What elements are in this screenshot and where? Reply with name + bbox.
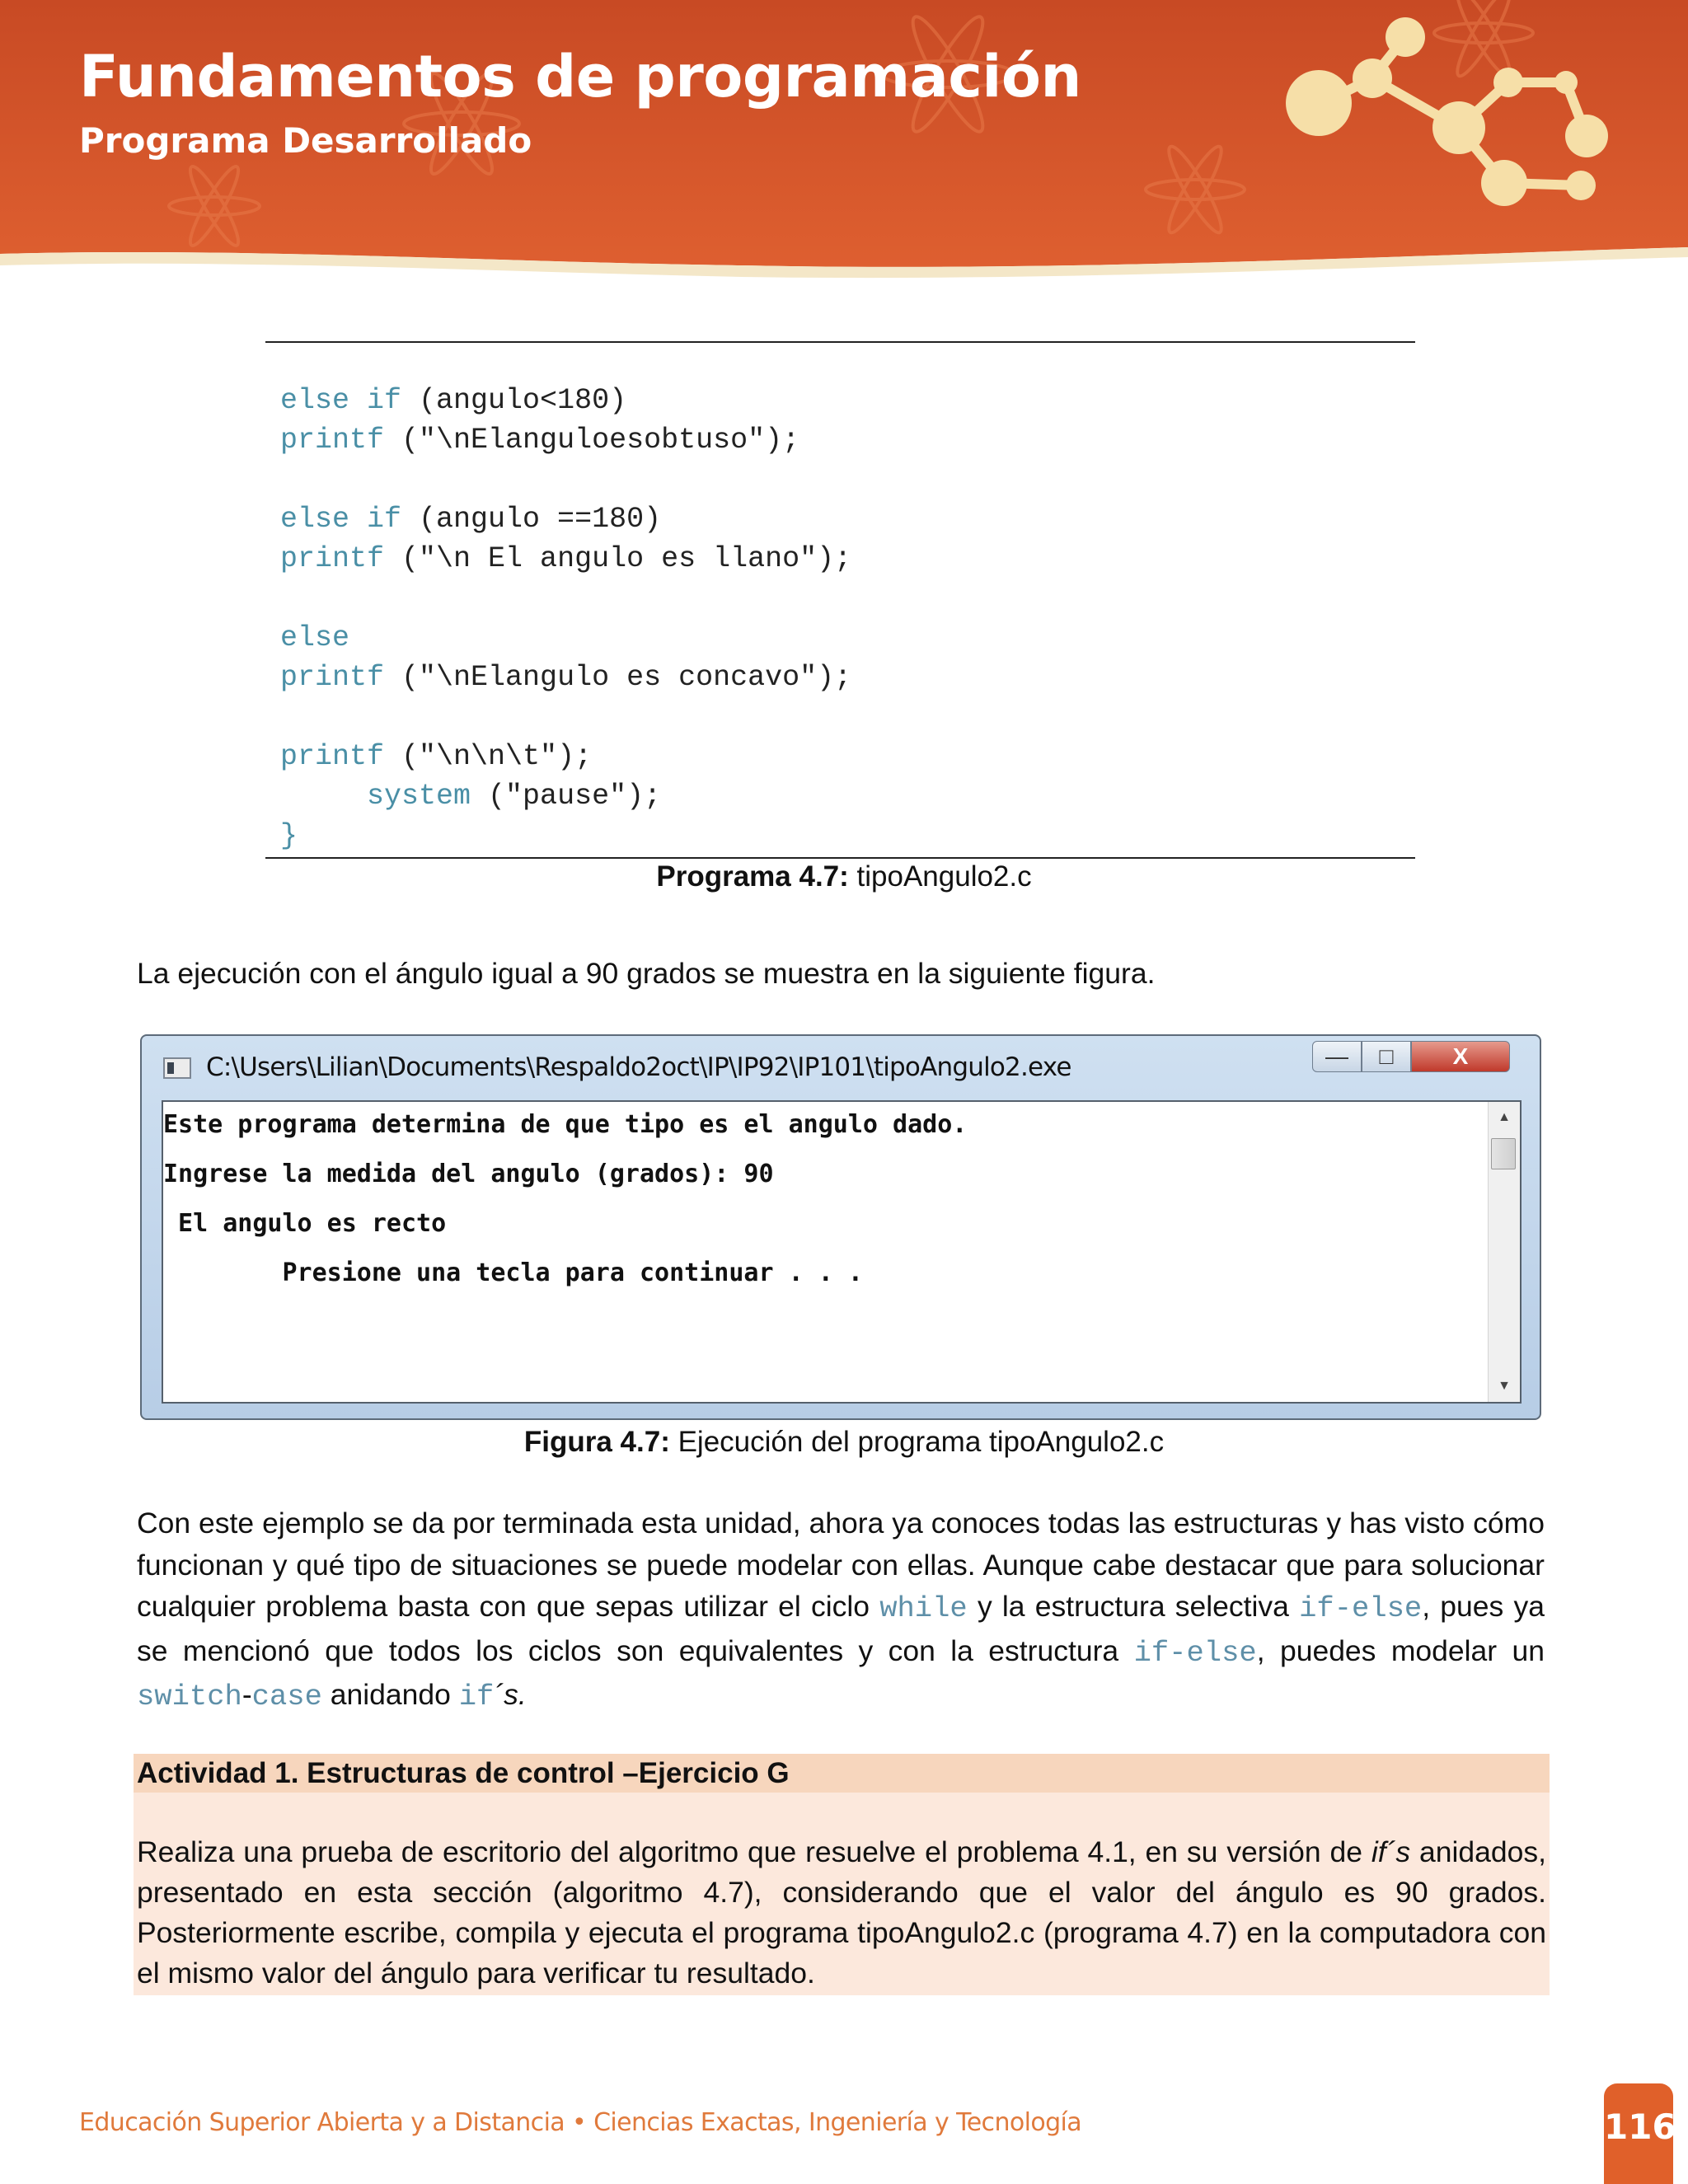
code-text: (angulo<180)	[401, 384, 627, 417]
close-button[interactable]: X	[1411, 1041, 1510, 1072]
conclusion-text: Con este ejemplo se da por terminada esta unidad, ahora ya conoces todas las estructuras y has visto cómo funcionan y qué tipo de situaciones se puede modelar con ellas. Aunque cabe destacar que para solucionar cualquier problema basta con que sepas utilizar el ciclo	[137, 1507, 1545, 1623]
console-window[interactable]	[140, 1034, 1541, 1420]
figure-caption-label: Figura 4.7:	[523, 1426, 670, 1458]
figure-caption-text: Ejecución del programa tipoAngulo2.c	[669, 1426, 1165, 1458]
code-line	[280, 579, 851, 618]
code-keyword: printf	[280, 661, 385, 694]
code-line	[280, 420, 851, 460]
code-keyword: else	[280, 621, 350, 654]
code-term: case	[251, 1680, 322, 1713]
code-text: ("pause");	[471, 780, 662, 813]
console-line-1: Este programa determina de que tipo es el angulo dado.	[163, 1110, 968, 1139]
code-text: ("\n\n\t");	[384, 740, 593, 773]
console-app-icon	[163, 1057, 191, 1079]
conclusion-text: , pues ya se mencionó que todos los ciclos son equivalentes y con la estructura	[137, 1590, 1545, 1667]
code-line	[280, 658, 851, 697]
code-listing	[280, 381, 851, 855]
activity-text: anidados, presentado en esta sección (algoritmo 4.7), considerando que el valor del ángulo es 90 grados. Posteriormente escribe, compila y ejecuta el programa tipoAngulo2.c (programa 4.7) en la computadora con el mismo valor del ángulo para verificar tu resultado.	[137, 1835, 1546, 1990]
program-caption-text: tipoAngulo2.c	[848, 860, 1032, 893]
document-title: Fundamentos de programación	[79, 43, 1081, 110]
code-line	[280, 499, 851, 539]
code-text: ("\nElanguloesobtuso");	[384, 424, 800, 457]
console-output-area[interactable]	[162, 1100, 1522, 1404]
code-keyword: printf	[280, 424, 385, 457]
scrollbar-thumb[interactable]	[1491, 1138, 1516, 1169]
code-line	[280, 816, 851, 855]
page-number-tab	[1604, 2083, 1676, 2184]
code-term: if-else	[1133, 1635, 1257, 1670]
activity-emphasis: if´s	[1371, 1835, 1411, 1868]
maximize-button[interactable]: □	[1362, 1041, 1411, 1072]
conclusion-text: -	[241, 1678, 252, 1711]
code-keyword: printf	[280, 740, 385, 773]
code-text: ("\nElangulo es concavo");	[384, 661, 852, 694]
vertical-scrollbar[interactable]	[1488, 1102, 1520, 1402]
code-text: ("\n El angulo es llano");	[384, 542, 852, 575]
conclusion-text: ´s.	[494, 1678, 527, 1711]
header-banner	[0, 0, 1688, 288]
code-term: if-else	[1299, 1591, 1423, 1625]
document-subtitle: Programa Desarrollado	[79, 120, 532, 161]
code-keyword: }	[280, 819, 298, 852]
code-line	[280, 618, 851, 658]
scroll-up-arrow-icon[interactable]: ▲	[1498, 1110, 1511, 1124]
intro-paragraph: La ejecución con el ángulo igual a 90 grados se muestra en la siguiente figura.	[137, 957, 1156, 990]
footer-text: Educación Superior Abierta y a Distancia • Ciencias Exactas, Ingeniería y Tecnología	[79, 2108, 1082, 2137]
console-line-2: Ingrese la medida del angulo (grados): 90	[163, 1160, 774, 1188]
conclusion-text: y la estructura selectiva	[967, 1590, 1300, 1623]
code-term: while	[879, 1591, 968, 1625]
code-term: if	[458, 1680, 495, 1713]
code-keyword: else if	[280, 384, 402, 417]
code-bottom-rule	[265, 857, 1415, 859]
conclusion-paragraph	[137, 1502, 1545, 1718]
code-line	[280, 737, 851, 776]
code-keyword: system	[280, 780, 471, 813]
conclusion-text: anidando	[321, 1678, 459, 1711]
page-number: 116	[1604, 2107, 1676, 2147]
window-controls	[1312, 1041, 1510, 1074]
code-line	[280, 776, 851, 816]
console-line-4: Presione una tecla para continuar . . .	[163, 1258, 863, 1287]
code-top-rule	[265, 341, 1415, 343]
code-term: switch	[137, 1680, 242, 1713]
minimize-button[interactable]: —	[1312, 1041, 1362, 1072]
scroll-down-arrow-icon[interactable]: ▼	[1498, 1379, 1511, 1393]
activity-heading	[134, 1754, 1550, 1793]
code-line	[280, 381, 851, 420]
activity-text: Realiza una prueba de escritorio del algoritmo que resuelve el problema 4.1, en su versión de	[137, 1835, 1372, 1868]
code-keyword: else if	[280, 503, 402, 536]
code-line	[280, 460, 851, 499]
program-caption	[0, 860, 1688, 893]
code-text: (angulo ==180)	[401, 503, 662, 536]
code-keyword: printf	[280, 542, 385, 575]
activity-body	[134, 1793, 1550, 1995]
console-line-3: El angulo es recto	[163, 1209, 447, 1238]
conclusion-text: , puedes modelar un	[1256, 1633, 1545, 1667]
code-line	[280, 697, 851, 737]
figure-caption	[0, 1426, 1688, 1459]
program-caption-label: Programa 4.7:	[656, 860, 849, 893]
console-window-title: C:\Users\Lilian\Documents\Respaldo2oct\IP\IP92\IP101\tipoAngulo2.exe	[206, 1052, 1071, 1082]
activity-heading-text: Actividad 1. Estructuras de control –Ejercicio G	[137, 1757, 790, 1789]
code-line	[280, 539, 851, 579]
